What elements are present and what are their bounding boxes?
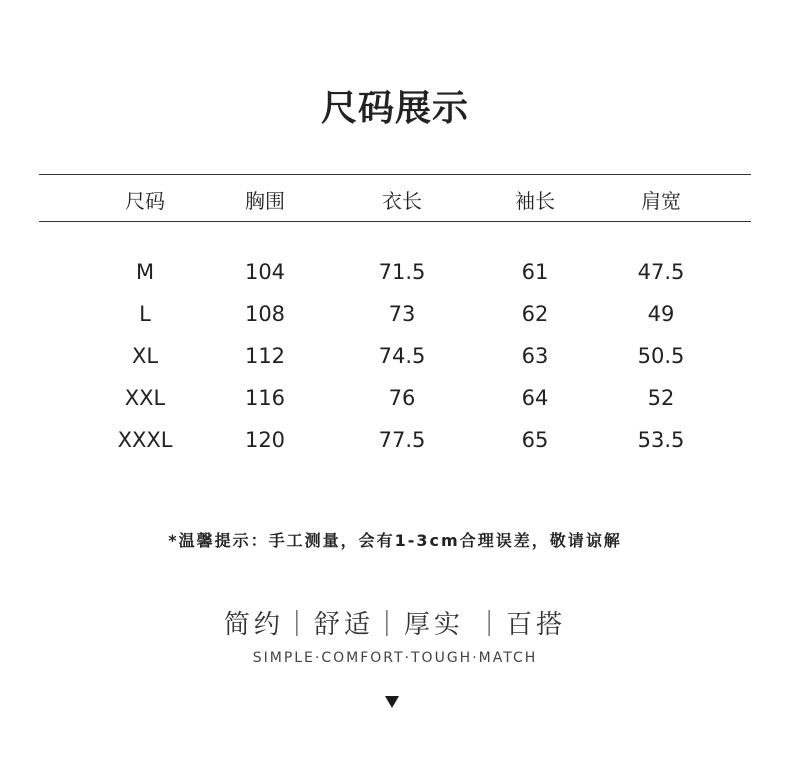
table-cell-sleeve: 64	[521, 386, 549, 410]
page-title: 尺码展示	[320, 88, 469, 129]
table-cell-chest: 108	[244, 302, 286, 326]
table-cell-sleeve: 61	[521, 260, 549, 284]
slogan: 简约｜舒适｜厚实 ｜百搭	[223, 610, 567, 640]
table-cell-length: 77.5	[378, 428, 426, 452]
table-cell-shoulder: 50.5	[637, 344, 685, 368]
table-cell-length: 74.5	[378, 344, 426, 368]
table-cell-chest: 116	[244, 386, 286, 410]
table-cell-shoulder: 49	[647, 302, 675, 326]
table-cell-size: L	[139, 302, 151, 326]
table-cell-shoulder: 52	[647, 386, 675, 410]
table-cell-size: XXL	[124, 386, 166, 410]
table-cell-length: 71.5	[378, 260, 426, 284]
table-cell-size: M	[135, 260, 155, 284]
slogan-english: SIMPLE·COMFORT·TOUGH·MATCH	[252, 650, 538, 666]
table-cell-size: XL	[131, 344, 159, 368]
table-cell-sleeve: 65	[521, 428, 549, 452]
table-header-chest: 胸围	[245, 189, 285, 213]
table-cell-sleeve: 63	[521, 344, 549, 368]
table-cell-length: 73	[388, 302, 416, 326]
measurement-note: *温馨提示：手工测量，会有1-3cm合理误差，敬请谅解	[168, 531, 622, 550]
table-cell-shoulder: 53.5	[637, 428, 685, 452]
table-header-rule	[39, 221, 751, 222]
table-cell-sleeve: 62	[521, 302, 549, 326]
table-header-sleeve: 袖长	[515, 189, 555, 213]
table-top-rule	[39, 174, 751, 175]
table-cell-length: 76	[388, 386, 416, 410]
table-header-length: 衣长	[382, 189, 422, 213]
table-cell-chest: 120	[244, 428, 286, 452]
table-header-size: 尺码	[125, 189, 165, 213]
triangle-down-icon	[385, 696, 399, 708]
table-header-shoulder: 肩宽	[641, 189, 681, 213]
table-cell-shoulder: 47.5	[637, 260, 685, 284]
table-cell-size: XXXL	[117, 428, 173, 452]
table-cell-chest: 112	[244, 344, 286, 368]
table-cell-chest: 104	[244, 260, 286, 284]
